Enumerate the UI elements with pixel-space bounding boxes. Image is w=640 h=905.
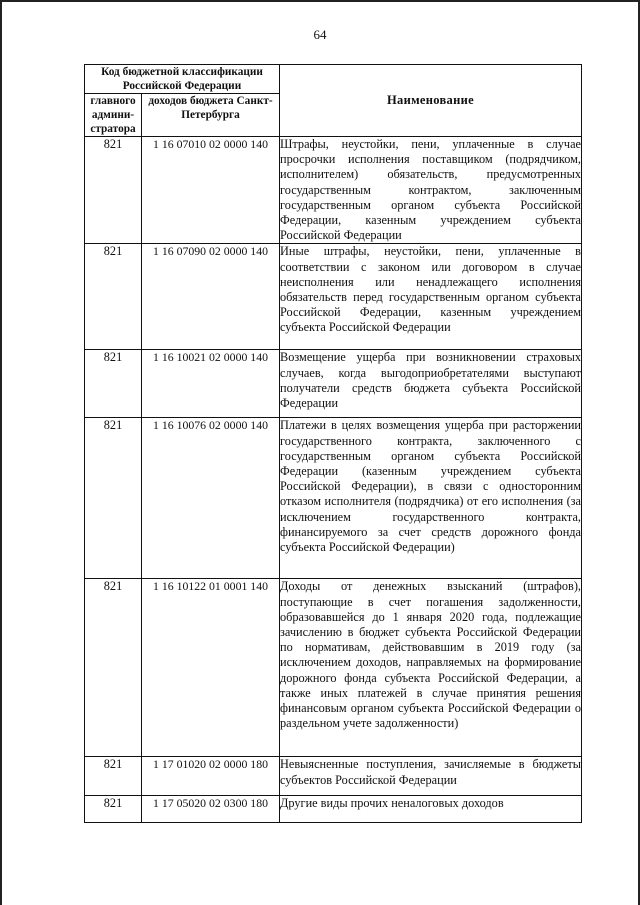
- table-row: [85, 350, 582, 418]
- cell-name: Невыясненные поступления, зачисляемые в бюджеты субъектов Российской Федерации: [280, 757, 582, 796]
- cell-name: Иные штрафы, неустойки, пени, уплаченные в соответствии с законом или договором в случае неисполнения или ненадлежащего исполнения обязательств перед государственным органом субъекта Российской Федерации, казенным учреждением субъекта Российской Федерации: [280, 244, 582, 350]
- cell-budget-code: 1 17 05020 02 0300 180: [142, 796, 280, 823]
- table-row: [85, 244, 582, 350]
- cell-name: Доходы от денежных взысканий (штрафов), поступающие в счет погашения задолженности, образовавшейся до 1 января 2020 года, подлежащие зачислению в бюджет субъекта Российской Федерации по нормативам, действовавшим в 2019 году (за исключением доходов, направляемых на формирование дорожного фонда субъекта Российской Федерации, а также иных платежей в случае принятия решения финансовым органом субъекта Российской Федерации о раздельном учете задолженности): [280, 579, 582, 757]
- cell-admin-code: 821: [85, 796, 142, 823]
- cell-admin-code: 821: [85, 579, 142, 757]
- cell-budget-code: 1 17 01020 02 0000 180: [142, 757, 280, 796]
- page-edge-left: [0, 0, 2, 905]
- page-edge-top: [0, 0, 640, 2]
- cell-admin-code: 821: [85, 137, 142, 244]
- table-row: [85, 796, 582, 823]
- cell-budget-code: 1 16 10076 02 0000 140: [142, 418, 280, 579]
- header-admin: главного админи-стратора: [85, 94, 142, 137]
- table-row: [85, 757, 582, 796]
- table-header-row-1: [85, 65, 582, 94]
- cell-admin-code: 821: [85, 757, 142, 796]
- header-income: доходов бюджета Санкт-Петербурга: [142, 94, 280, 137]
- cell-budget-code: 1 16 07010 02 0000 140: [142, 137, 280, 244]
- table-row: [85, 137, 582, 244]
- page-number: 64: [313, 27, 327, 42]
- cell-budget-code: 1 16 10021 02 0000 140: [142, 350, 280, 418]
- budget-code-table-container: [84, 64, 581, 823]
- budget-code-table: [84, 64, 582, 823]
- table-row: [85, 418, 582, 579]
- cell-budget-code: 1 16 07090 02 0000 140: [142, 244, 280, 350]
- cell-name: Платежи в целях возмещения ущерба при расторжении государственного контракта, заключенного с государственным органом субъекта Российской Федерации (казенным учреждением субъекта Российской Федерации), в связи с односторонним отказом исполнителя (подрядчика) от его исполнения (за исключением государственного контракта, финансируемого за счет средств дорожного фонда субъекта Российской Федерации): [280, 418, 582, 579]
- cell-name: Штрафы, неустойки, пени, уплаченные в случае просрочки исполнения поставщиком (подрядчиком, исполнителем) обязательств, предусмотренных государственным контрактом, заключенным государственным органом субъекта Российской Федерации, казенным учреждением субъекта Российской Федерации: [280, 137, 581, 243]
- cell-budget-code: 1 16 10122 01 0001 140: [142, 579, 280, 757]
- cell-admin-code: 821: [85, 350, 142, 418]
- cell-admin-code: 821: [85, 244, 142, 350]
- table-row: [85, 579, 582, 757]
- cell-admin-code: 821: [85, 418, 142, 579]
- cell-name: Другие виды прочих неналоговых доходов: [280, 796, 582, 823]
- cell-name: Возмещение ущерба при возникновении страховых случаев, когда выгодоприобретателями выступают получатели средств бюджета субъекта Российской Федерации: [280, 350, 582, 418]
- header-name: Наименование: [280, 65, 582, 137]
- header-code-group: Код бюджетной классификации Российской Федерации: [85, 65, 280, 94]
